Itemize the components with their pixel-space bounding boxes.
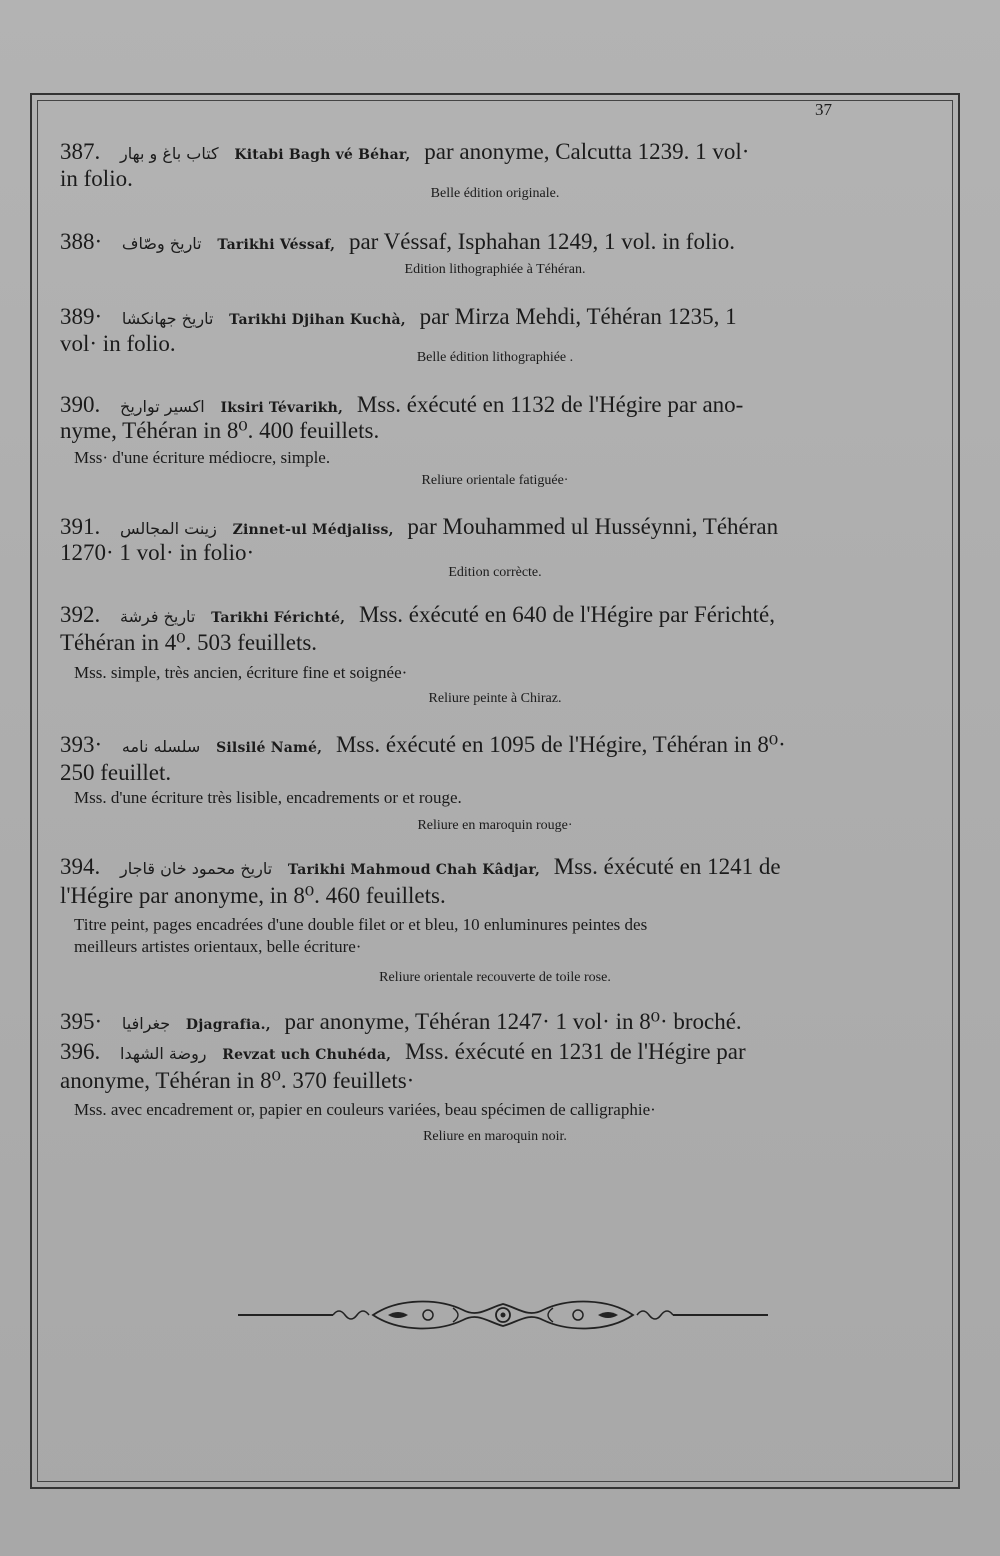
entry-title: Zinnet-ul Médjaliss, <box>232 522 394 538</box>
entry-388 <box>60 230 735 253</box>
entry-arabic-title: تاریخ وصّاف <box>121 234 202 253</box>
entry-number: 395· <box>60 1009 103 1034</box>
entry-arabic-title: زینت المجالس <box>120 519 217 538</box>
entry-title: Tarikhi Djihan Kuchà, <box>229 312 406 328</box>
entry-title: Tarikhi Mahmoud Chah Kâdjar, <box>287 862 541 878</box>
entry-title: Djagrafia., <box>185 1017 271 1033</box>
entry-binding-note: Belle édition originale. <box>430 186 560 201</box>
entry-description: Mss. éxécuté en 1132 de l'Hégire par ano- <box>356 392 744 417</box>
entry-description: par Véssaf, Isphahan 1249, 1 vol. in folio. <box>348 229 735 254</box>
entry-389 <box>60 305 737 328</box>
entry-number: 394. <box>60 854 101 879</box>
entry-binding-note: Reliure en maroquin rouge· <box>417 818 573 833</box>
entry-arabic-title: روضة الشهدا <box>120 1044 207 1063</box>
entry-continuation: Téhéran in 4⁰. 503 feuillets. <box>60 630 318 655</box>
entry-number: 393· <box>60 732 103 757</box>
entry-description: par anonyme, Calcutta 1239. 1 vol· <box>424 139 750 164</box>
entry-continuation: 1270· 1 vol· in folio· <box>60 540 255 565</box>
entry-395 <box>60 1010 742 1033</box>
entry-number: 389· <box>60 304 103 329</box>
entry-number: 391. <box>60 514 101 539</box>
entry-title: Iksiri Tévarikh, <box>220 400 344 416</box>
entry-binding-note: Reliure orientale fatiguée· <box>421 473 569 488</box>
entry-title: Silsilé Namé, <box>216 740 323 756</box>
entry-number: 396. <box>60 1039 101 1064</box>
entry-title: Tarikhi Véssaf, <box>217 237 336 253</box>
entry-arabic-title: تاریخ محمود خان قاجار <box>120 859 273 878</box>
entry-description: Mss. éxécuté en 640 de l'Hégire par Férichté, <box>358 602 776 627</box>
entry-392 <box>60 603 775 626</box>
entry-description: par Mirza Mehdi, Téhéran 1235, 1 <box>419 304 737 329</box>
entry-arabic-title: جغرافیا <box>121 1014 171 1033</box>
entry-396 <box>60 1040 746 1063</box>
entry-391 <box>60 515 778 538</box>
entry-continuation: vol· in folio. <box>60 331 176 356</box>
entry-continuation: nyme, Téhéran in 8⁰. 400 feuillets. <box>60 418 380 443</box>
entry-description-note: Titre peint, pages encadrées d'une double filet or et bleu, 10 enluminures peintes des <box>74 915 648 934</box>
entry-number: 387. <box>60 139 101 164</box>
entry-description-note: meilleurs artistes orientaux, belle écriture· <box>74 937 362 956</box>
entry-393 <box>60 733 786 756</box>
entry-title: Kitabi Bagh vé Béhar, <box>234 147 411 163</box>
entry-binding-note: Edition corrècte. <box>448 565 542 580</box>
entry-description-note: Mss. simple, très ancien, écriture fine et soignée· <box>74 663 408 682</box>
entry-394 <box>60 855 781 878</box>
entry-387 <box>60 140 749 163</box>
entry-arabic-title: تاریخ فرشة <box>120 607 196 626</box>
entry-continuation: l'Hégire par anonyme, in 8⁰. 460 feuillets. <box>60 883 446 908</box>
entry-arabic-title: کتاب باغ و بهار <box>120 144 219 163</box>
entry-binding-note: Reliure en maroquin noir. <box>423 1129 567 1144</box>
entry-description-note: Mss. avec encadrement or, papier en couleurs variées, beau spécimen de calligraphie· <box>74 1100 656 1119</box>
entry-title: Tarikhi Férichté, <box>211 610 346 626</box>
entry-continuation: anonyme, Téhéran in 8⁰. 370 feuillets· <box>60 1068 415 1093</box>
entry-arabic-title: اکسیر تواریخ <box>120 397 205 416</box>
entry-continuation: 250 feuillet. <box>60 760 172 785</box>
entry-description: Mss. éxécuté en 1095 de l'Hégire, Téhéran in 8⁰· <box>335 732 786 757</box>
entry-description: par anonyme, Téhéran 1247· 1 vol· in 8⁰· broché. <box>284 1009 742 1034</box>
entry-number: 392. <box>60 602 101 627</box>
entry-description-note: Mss· d'une écriture médiocre, simple. <box>74 448 331 467</box>
entry-description-note: Mss. d'une écriture très lisible, encadrements or et rouge. <box>74 788 462 807</box>
floral-tailpiece-ornament-icon <box>238 1298 768 1332</box>
entry-number: 388· <box>60 229 103 254</box>
page-number: 37 <box>815 100 832 119</box>
entry-binding-note: Reliure orientale recouverte de toile rose. <box>379 970 611 985</box>
entry-description: par Mouhammed ul Husséynni, Téhéran <box>407 514 779 539</box>
entry-390 <box>60 393 743 416</box>
entry-continuation: in folio. <box>60 166 133 191</box>
entry-number: 390. <box>60 392 101 417</box>
entry-binding-note: Reliure peinte à Chiraz. <box>428 691 562 706</box>
entry-binding-note: Belle édition lithographiée . <box>416 350 574 365</box>
entry-arabic-title: تاریخ جهانکشا <box>121 309 214 328</box>
entry-description: Mss. éxécuté en 1231 de l'Hégire par <box>404 1039 746 1064</box>
entry-arabic-title: سلسله نامه <box>121 737 201 756</box>
entry-title: Revzat uch Chuhéda, <box>222 1047 392 1063</box>
entry-binding-note: Edition lithographiée à Téhéran. <box>404 262 586 277</box>
entry-description: Mss. éxécuté en 1241 de <box>553 854 781 879</box>
